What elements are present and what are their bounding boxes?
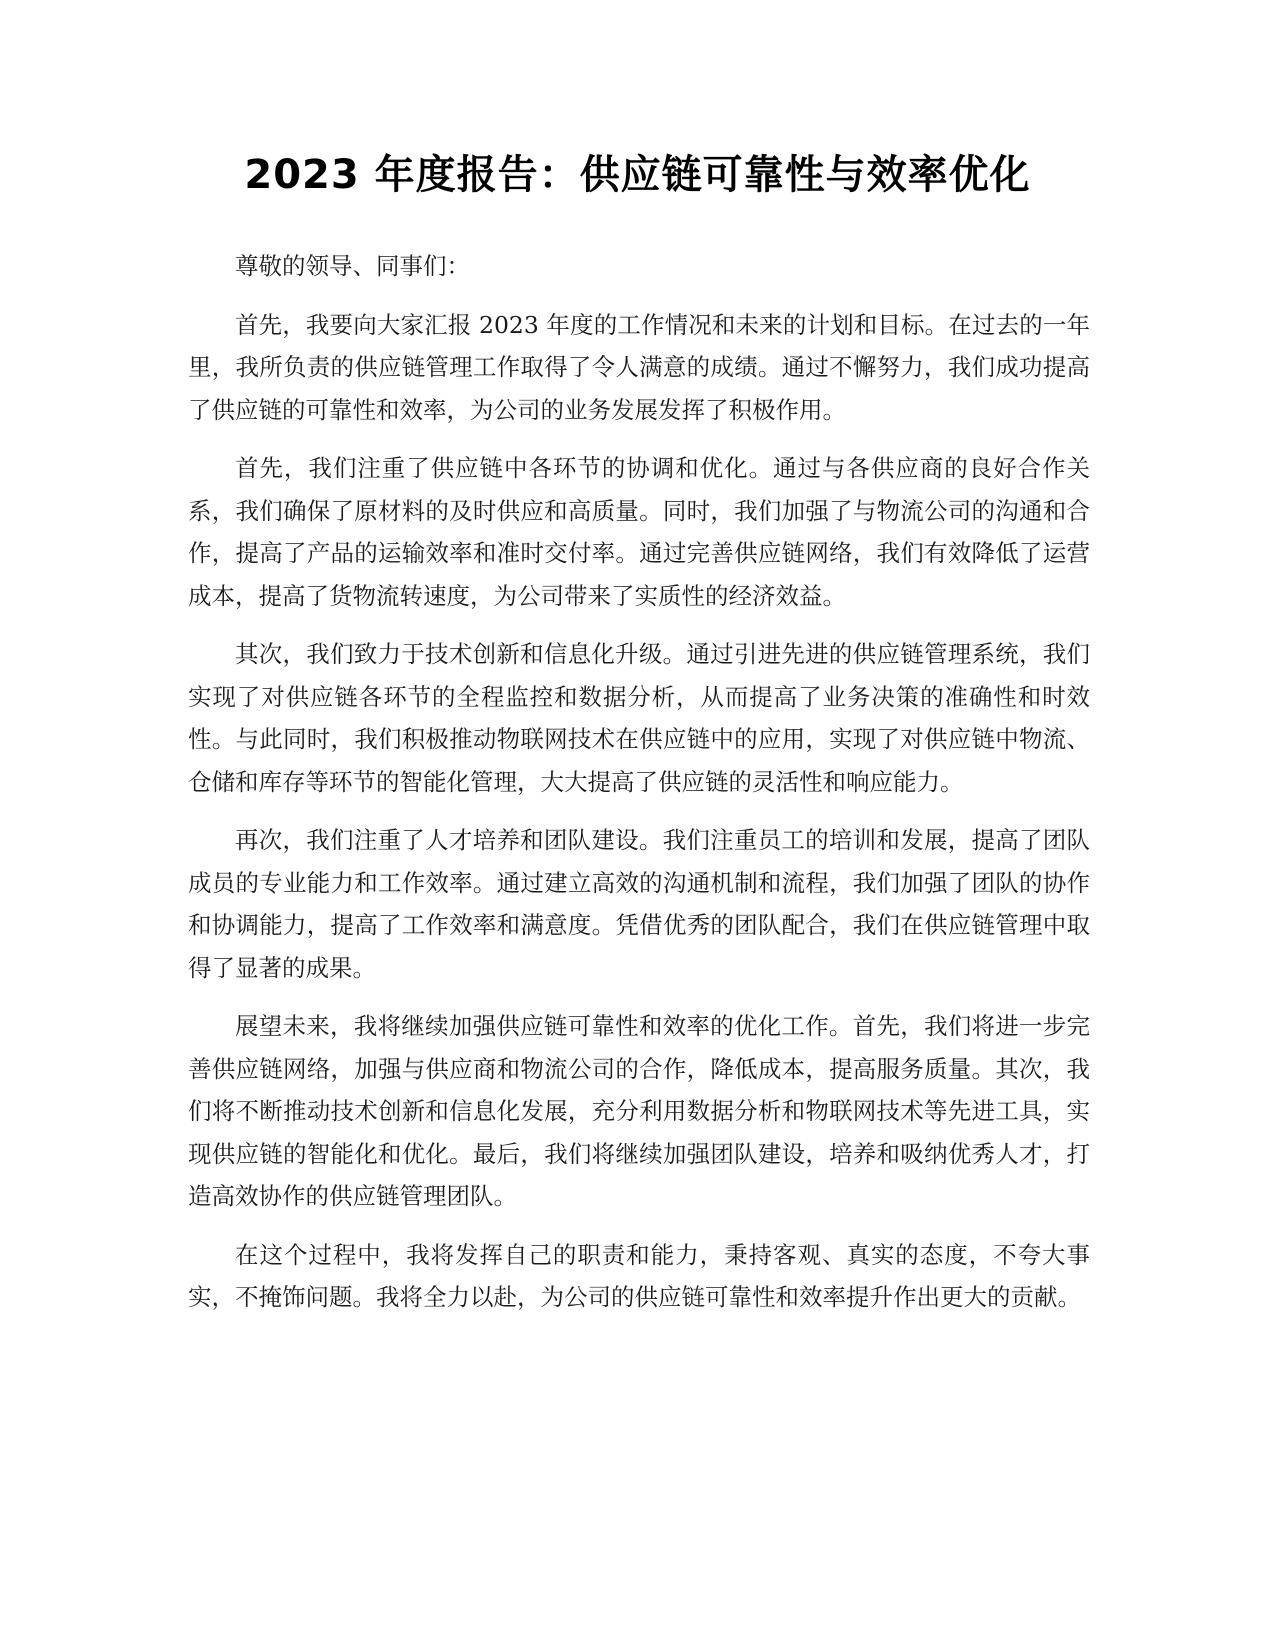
paragraph-coordination: 首先，我们注重了供应链中各环节的协调和优化。通过与各供应商的良好合作关系，我们确保了原材料的及时供应和高质量。同时，我们加强了与物流公司的沟通和合作，提高了产品的运输效率和准时交付率。通过完善供应链网络，我们有效降低了运营成本，提高了货物流转速度，为公司带来了实质性的经济效益。 — [188, 454, 1090, 610]
document-title: 2023 年度报告：供应链可靠性与效率优化 — [244, 152, 1031, 198]
paragraph-outlook: 展望未来，我将继续加强供应链可靠性和效率的优化工作。首先，我们将进一步完善供应链网络，加强与供应商和物流公司的合作，降低成本，提高服务质量。其次，我们将不断推动技术创新和信息化发展，充分利用数据分析和物联网技术等先进工具，实现供应链的智能化和优化。最后，我们将继续加强团队建设，培养和吸纳优秀人才，打造高效协作的供应链管理团队。 — [188, 1012, 1090, 1210]
paragraph-work-summary: 首先，我要向大家汇报 2023 年度的工作情况和未来的计划和目标。在过去的一年里，我所负责的供应链管理工作取得了令人满意的成绩。通过不懈努力，我们成功提高了供应链的可靠性和效率，为公司的业务发展发挥了积极作用。 — [188, 310, 1090, 424]
paragraph-commitment: 在这个过程中，我将发挥自己的职责和能力，秉持客观、真实的态度，不夸大事实，不掩饰问题。我将全力以赴，为公司的供应链可靠性和效率提升作出更大的贡献。 — [188, 1240, 1090, 1311]
paragraph-team-building: 再次，我们注重了人才培养和团队建设。我们注重员工的培训和发展，提高了团队成员的专业能力和工作效率。通过建立高效的沟通机制和流程，我们加强了团队的协作和协调能力，提高了工作效率和满意度。凭借优秀的团队配合，我们在供应链管理中取得了显著的成果。 — [188, 826, 1090, 982]
paragraph-technology: 其次，我们致力于技术创新和信息化升级。通过引进先进的供应链管理系统，我们实现了对供应链各环节的全程监控和数据分析，从而提高了业务决策的准确性和时效性。与此同时，我们积极推动物联网技术在供应链中的应用，实现了对供应链中物流、仓储和库存等环节的智能化管理，大大提高了供应链的灵活性和响应能力。 — [188, 640, 1090, 796]
salutation: 尊敬的领导、同事们： — [235, 252, 470, 280]
document-body — [188, 245, 1090, 1335]
